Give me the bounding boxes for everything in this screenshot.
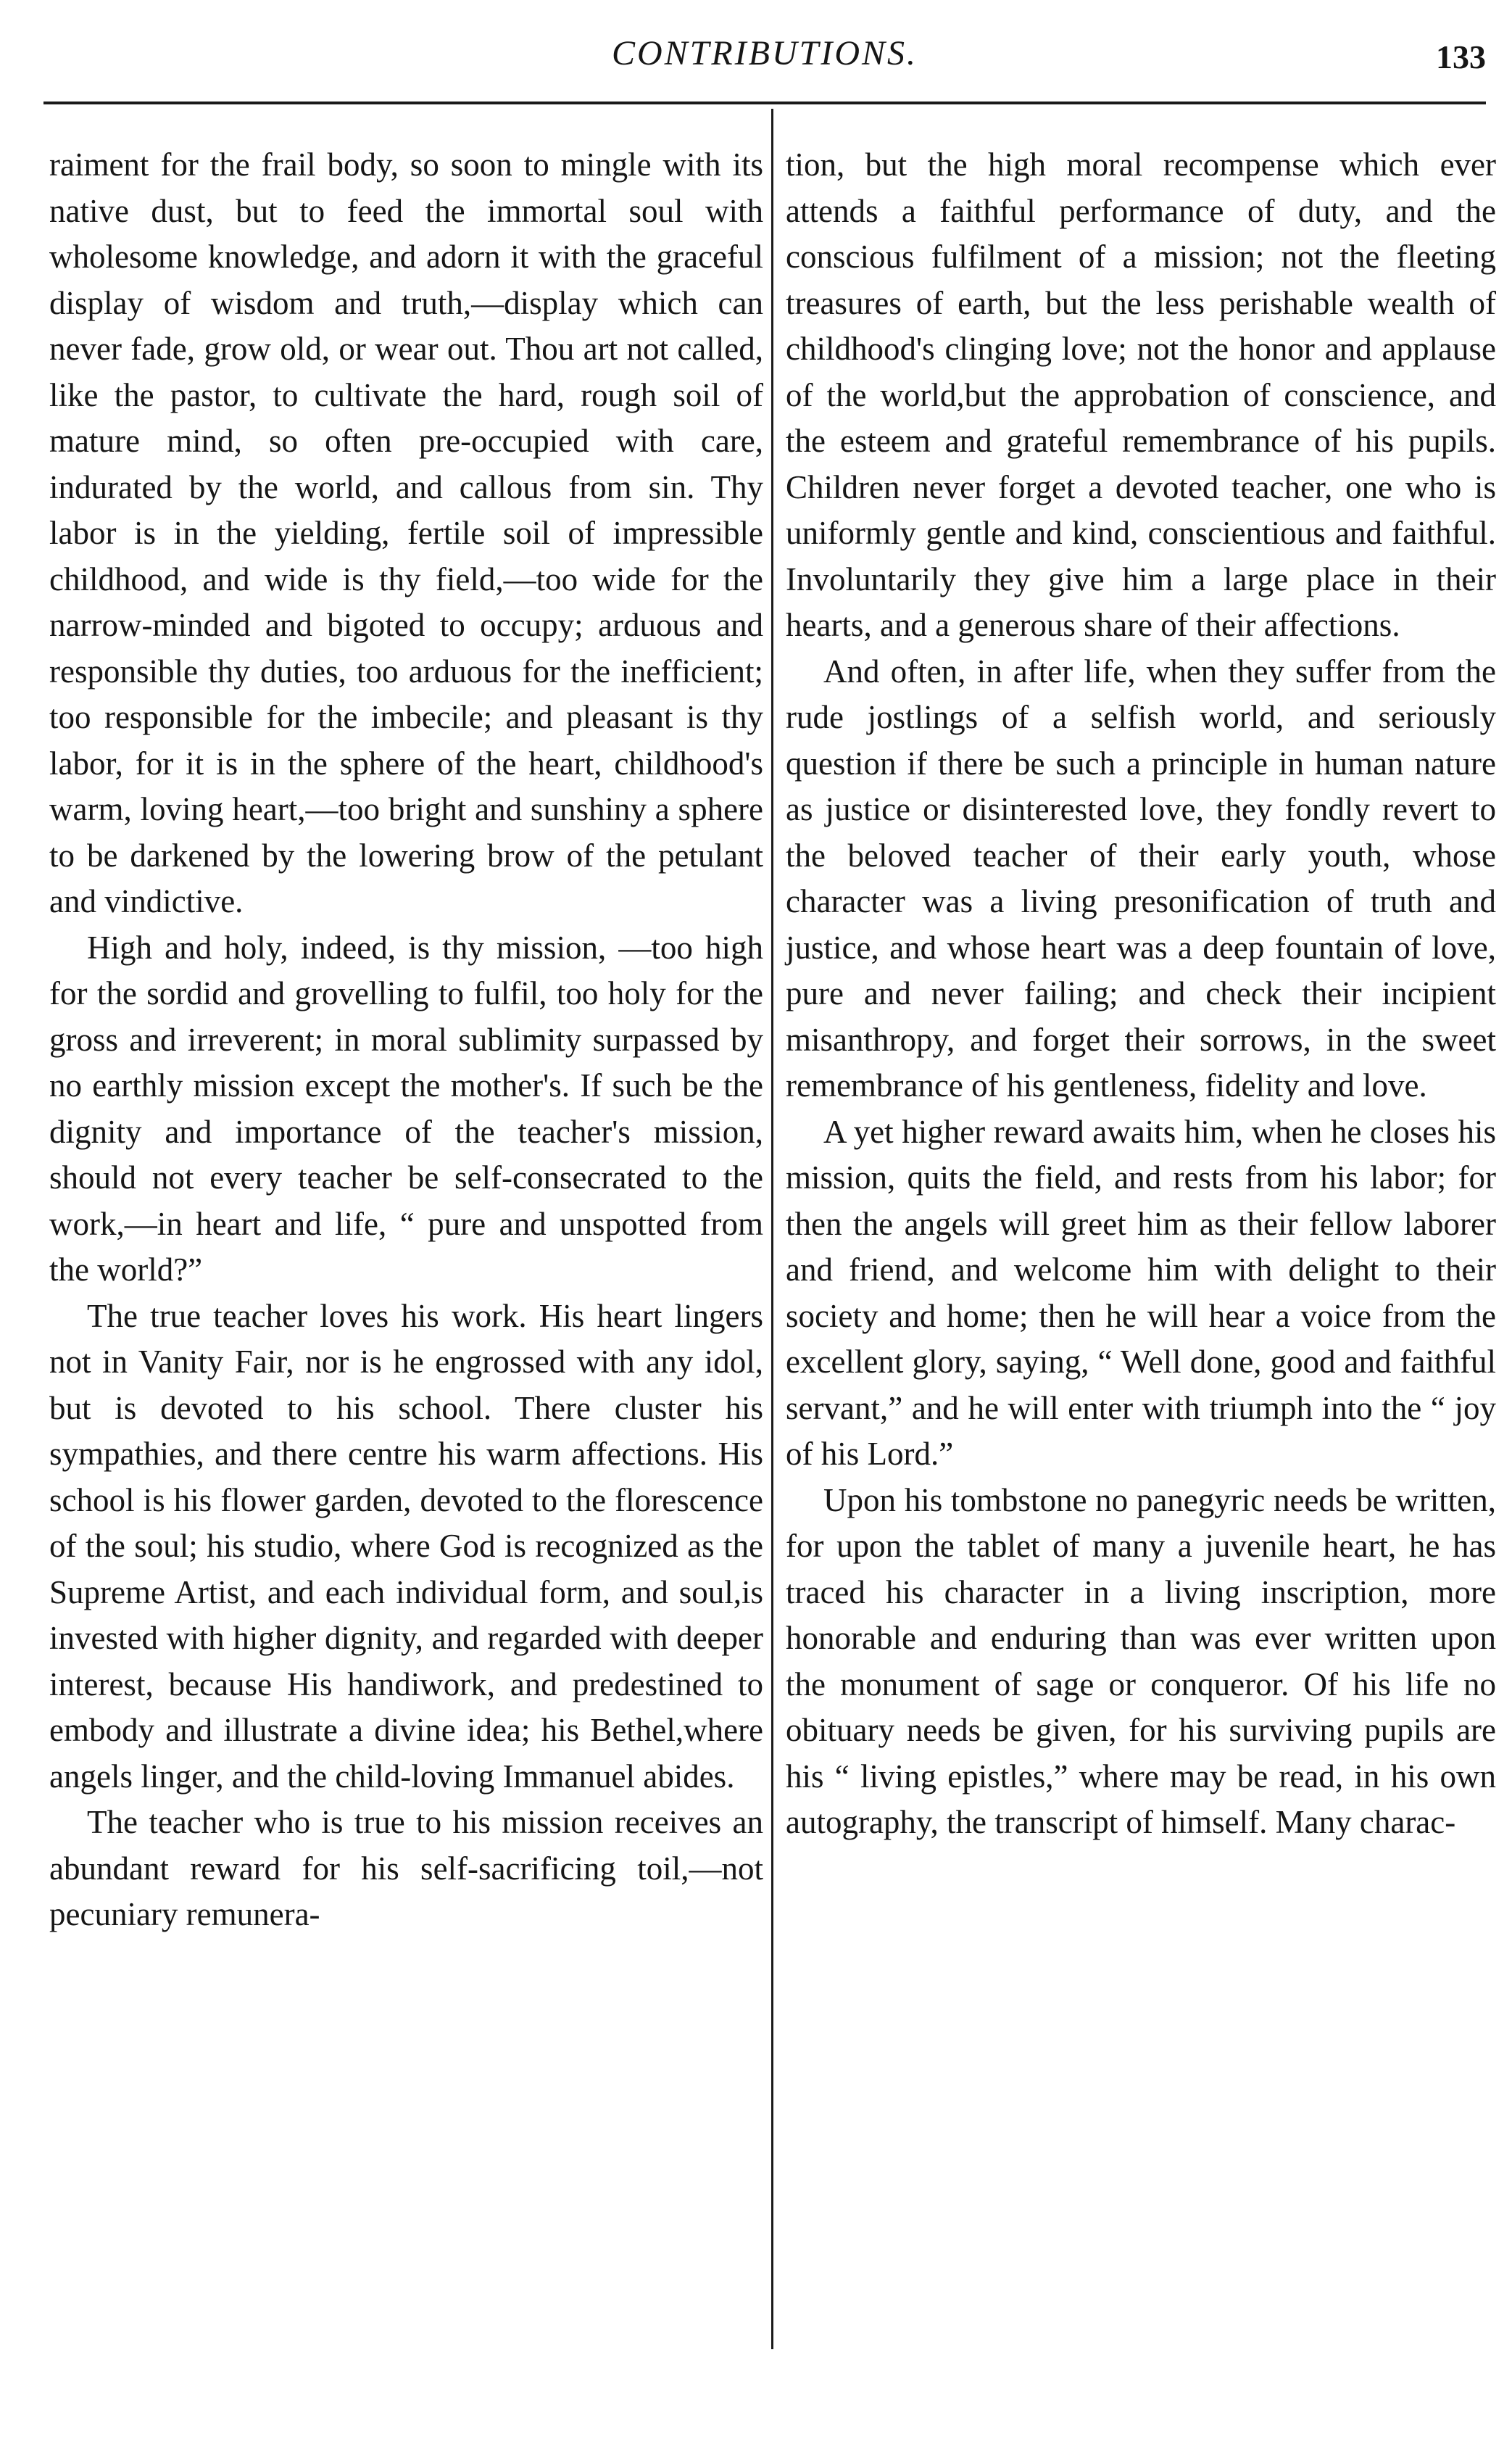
paragraph: And often, in after life, when they suffer from the rude jostlings of a selfish world, and seriously question if there be such a principle in human nature as justice or disinterested love, they fondly revert to the beloved teacher of their early youth, whose character was a living presonification of truth and justice, and whose heart was a deep fountain of love, pure and never failing; and check their incipient misanthropy, and forget their sorrows, in the sweet remembrance of his gentleness, fidelity and love. <box>786 653 1496 1104</box>
running-title: CONTRIBUTIONS. <box>611 34 918 73</box>
paragraph: The teacher who is true to his mission receives an abundant reward for his self-sacrificing toil,—not pecuniary remunera- <box>49 1804 763 1932</box>
left-column <box>49 142 763 1938</box>
header-rule <box>43 102 1486 104</box>
page-number: 133 <box>1436 38 1486 75</box>
paragraph: High and holy, indeed, is thy mission, —too high for the sordid and grovelling to fulfil, too holy for the gross and irreverent; in moral sublimity surpassed by no earthly mission except the mother's. If such be the dignity and importance of the teacher's mission, should not every teacher be self-consecrated to the work,—in heart and life, “ pure and unspotted from the world?” <box>49 929 763 1288</box>
paragraph: The true teacher loves his work. His heart lingers not in Vanity Fair, nor is he engrossed with any idol, but is devoted to his school. There cluster his sympathies, and there centre his warm affections. His school is his flower garden, devoted to the florescence of the soul; his studio, where God is recognized as the Supreme Artist, and each individual form, and soul,is invested with higher dignity, and regarded with deeper interest, because His handiwork, and predestined to embody and illustrate a divine idea; his Bethel,where angels linger, and the child-loving Immanuel abides. <box>49 1297 763 1795</box>
paragraph: Upon his tombstone no panegyric needs be written, for upon the tablet of many a juvenile heart, he has traced his character in a living inscription, more honorable and enduring than was ever written upon the monument of sage or conqueror. Of his life no obituary needs be given, for his surviving pupils are his “ living epistles,” where may be read, in his own autography, the transcript of himself. Many charac- <box>786 1481 1496 1840</box>
column-divider <box>771 109 773 2349</box>
running-head <box>43 29 1486 87</box>
paragraph: raiment for the frail body, so soon to mingle with its native dust, but to feed the immortal soul with wholesome knowledge, and adorn it with the graceful display of wisdom and truth,—display which can never fade, grow old, or wear out. Thou art not called, like the pastor, to cultivate the hard, rough soil of mature mind, so often pre-occupied with care, indurated by the world, and callous from sin. Thy labor is in the yielding, fertile soil of impressible childhood, and wide is thy field,—too wide for the narrow-minded and bigoted to occupy; arduous and responsible thy duties, too arduous for the inefficient; too responsible for the imbecile; and pleasant is thy labor, for it is in the sphere of the heart, childhood's warm, loving heart,—too bright and sunshiny a sphere to be darkened by the lowering brow of the petulant and vindictive. <box>49 146 763 919</box>
right-column <box>786 142 1496 1846</box>
paragraph: A yet higher reward awaits him, when he closes his mission, quits the field, and rests from his labor; for then the angels will greet him as their fellow laborer and friend, and welcome him with delight to their society and home; then he will hear a voice from the excellent glory, saying, “ Well done, good and faithful servant,” and he will enter with triumph into the “ joy of his Lord.” <box>786 1113 1496 1472</box>
paragraph: tion, but the high moral recompense which ever attends a faithful performance of duty, and the conscious fulfilment of a mission; not the fleeting treasures of earth, but the less perishable wealth of childhood's clinging love; not the honor and applause of the world,but the approbation of conscience, and the esteem and grateful remembrance of his pupils. Children never forget a devoted teacher, one who is uniformly gentle and kind, conscientious and faithful. Involuntarily they give him a large place in their hearts, and a generous share of their affections. <box>786 146 1496 643</box>
